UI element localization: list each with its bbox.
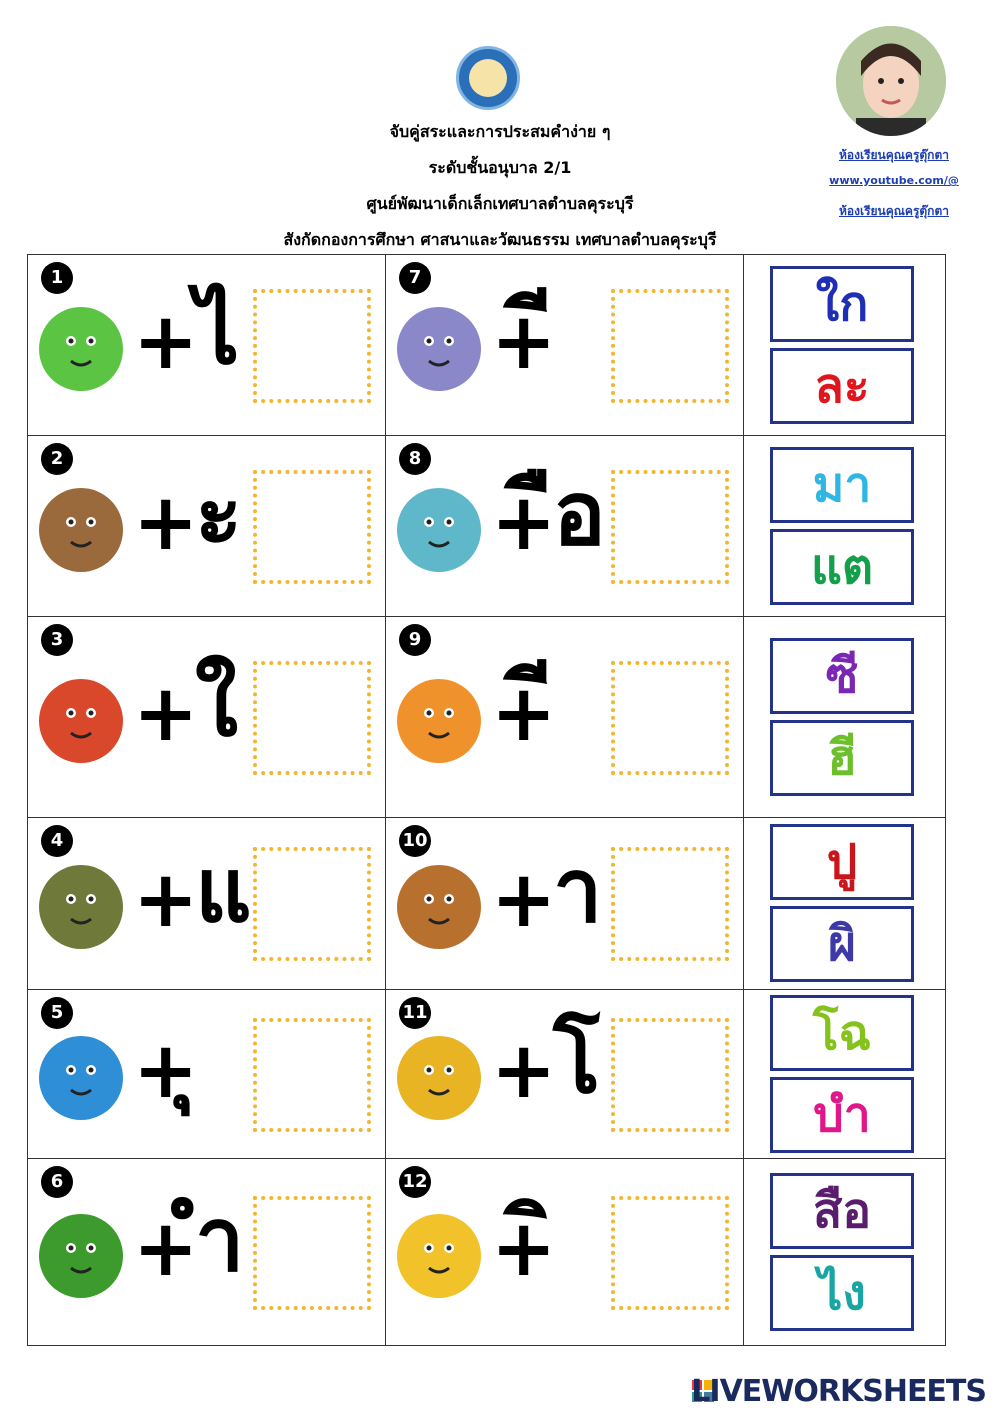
plus-sign: +: [133, 296, 199, 387]
rooster-icon: [39, 679, 123, 763]
row-divider: [27, 817, 946, 818]
answer-card[interactable]: บำ: [770, 1077, 914, 1153]
answer-drop-box[interactable]: [253, 1018, 371, 1132]
answer-card[interactable]: ฮี: [770, 720, 914, 796]
row-divider: [27, 989, 946, 990]
answer-card[interactable]: ใก: [770, 266, 914, 342]
header-line-1: จับคู่สระและการประสมคำง่าย ๆ: [389, 122, 611, 141]
header-line-2: ระดับชั้นอนุบาล 2/1: [428, 158, 572, 177]
plus-sign: +: [491, 855, 557, 945]
item-number: 12: [399, 1166, 431, 1198]
turtle-icon: [39, 865, 123, 949]
teacher-name-link[interactable]: ห้องเรียนคุณครูตุ๊กตา: [839, 148, 949, 162]
plus-sign: +: [491, 1204, 557, 1294]
answer-card[interactable]: มา: [770, 447, 914, 523]
owl-icon: [397, 488, 481, 572]
vowel-glyph: ือ: [553, 461, 606, 565]
whale-icon: [39, 1036, 123, 1120]
answer-drop-box[interactable]: [611, 661, 729, 775]
answer-drop-box[interactable]: [253, 661, 371, 775]
item-number: 4: [41, 825, 73, 857]
bells-icon: [397, 1036, 481, 1120]
plus-sign: +: [491, 477, 557, 568]
answer-drop-box[interactable]: [611, 470, 729, 584]
answer-drop-box[interactable]: [253, 847, 371, 961]
vowel-glyph: ไ: [195, 280, 240, 384]
answer-card[interactable]: ปู: [770, 824, 914, 900]
vowel-glyph: า: [553, 839, 603, 942]
row-divider: [27, 435, 946, 436]
answer-drop-box[interactable]: [611, 289, 729, 403]
bee-icon: [397, 1214, 481, 1298]
brand-name: LIVEWORKSHEETS: [691, 1374, 986, 1409]
leaf-icon: [39, 1214, 123, 1298]
teacher-name-link-2[interactable]: ห้องเรียนคุณครูตุ๊กตา: [839, 204, 949, 218]
item-number: 10: [399, 825, 431, 857]
plus-sign: +: [133, 855, 199, 945]
answer-drop-box[interactable]: [611, 1196, 729, 1310]
item-number: 6: [41, 1166, 73, 1198]
school-logo: [456, 46, 520, 110]
header-line-3: ศูนย์พัฒนาเด็กเล็กเทศบาลตำบลคุระบุรี: [366, 194, 634, 213]
row-divider: [27, 616, 946, 617]
plus-sign: +: [133, 477, 199, 568]
column-divider: [743, 254, 744, 1346]
item-number: 11: [399, 997, 431, 1029]
vowel-glyph: ใ: [195, 652, 238, 756]
item-number: 9: [399, 624, 431, 656]
elephant-icon: [397, 307, 481, 391]
row-divider: [27, 1158, 946, 1159]
teacher-avatar: [836, 26, 946, 136]
header-line-4: สังกัดกองการศึกษา ศาสนาและวัฒนธรรม เทศบาลตำบลคุระบุรี: [283, 230, 717, 249]
plus-sign: +: [133, 1025, 199, 1116]
answer-drop-box[interactable]: [611, 1018, 729, 1132]
vowel-glyph: ำ: [195, 1188, 245, 1291]
answer-drop-box[interactable]: [611, 847, 729, 961]
plus-sign: +: [491, 296, 557, 387]
answer-card[interactable]: ซี: [770, 638, 914, 714]
item-number: 5: [41, 997, 73, 1029]
answer-drop-box[interactable]: [253, 289, 371, 403]
item-number: 3: [41, 624, 73, 656]
item-number: 8: [399, 443, 431, 475]
column-divider: [385, 254, 386, 1346]
monkey-icon: [39, 488, 123, 572]
item-number: 2: [41, 443, 73, 475]
horse-icon: [397, 865, 481, 949]
answer-card[interactable]: ผิ: [770, 906, 914, 982]
answer-card[interactable]: สือ: [770, 1173, 914, 1249]
answer-card[interactable]: ละ: [770, 348, 914, 424]
vowel-glyph: แ: [195, 839, 252, 942]
answer-card[interactable]: แต: [770, 529, 914, 605]
tiger-icon: [397, 679, 481, 763]
item-number: 1: [41, 262, 73, 294]
answer-card[interactable]: โฉ: [770, 995, 914, 1071]
answer-drop-box[interactable]: [253, 470, 371, 584]
answer-card[interactable]: ไง: [770, 1255, 914, 1331]
vowel-glyph: ะ: [195, 461, 243, 565]
youtube-link[interactable]: www.youtube.com/@: [829, 174, 959, 187]
answer-drop-box[interactable]: [253, 1196, 371, 1310]
plus-sign: +: [491, 668, 557, 759]
plus-sign: +: [133, 668, 199, 759]
plus-sign: +: [133, 1204, 199, 1294]
snake-icon: [39, 307, 123, 391]
vowel-glyph: โ: [553, 1009, 601, 1113]
item-number: 7: [399, 262, 431, 294]
plus-sign: +: [491, 1025, 557, 1116]
